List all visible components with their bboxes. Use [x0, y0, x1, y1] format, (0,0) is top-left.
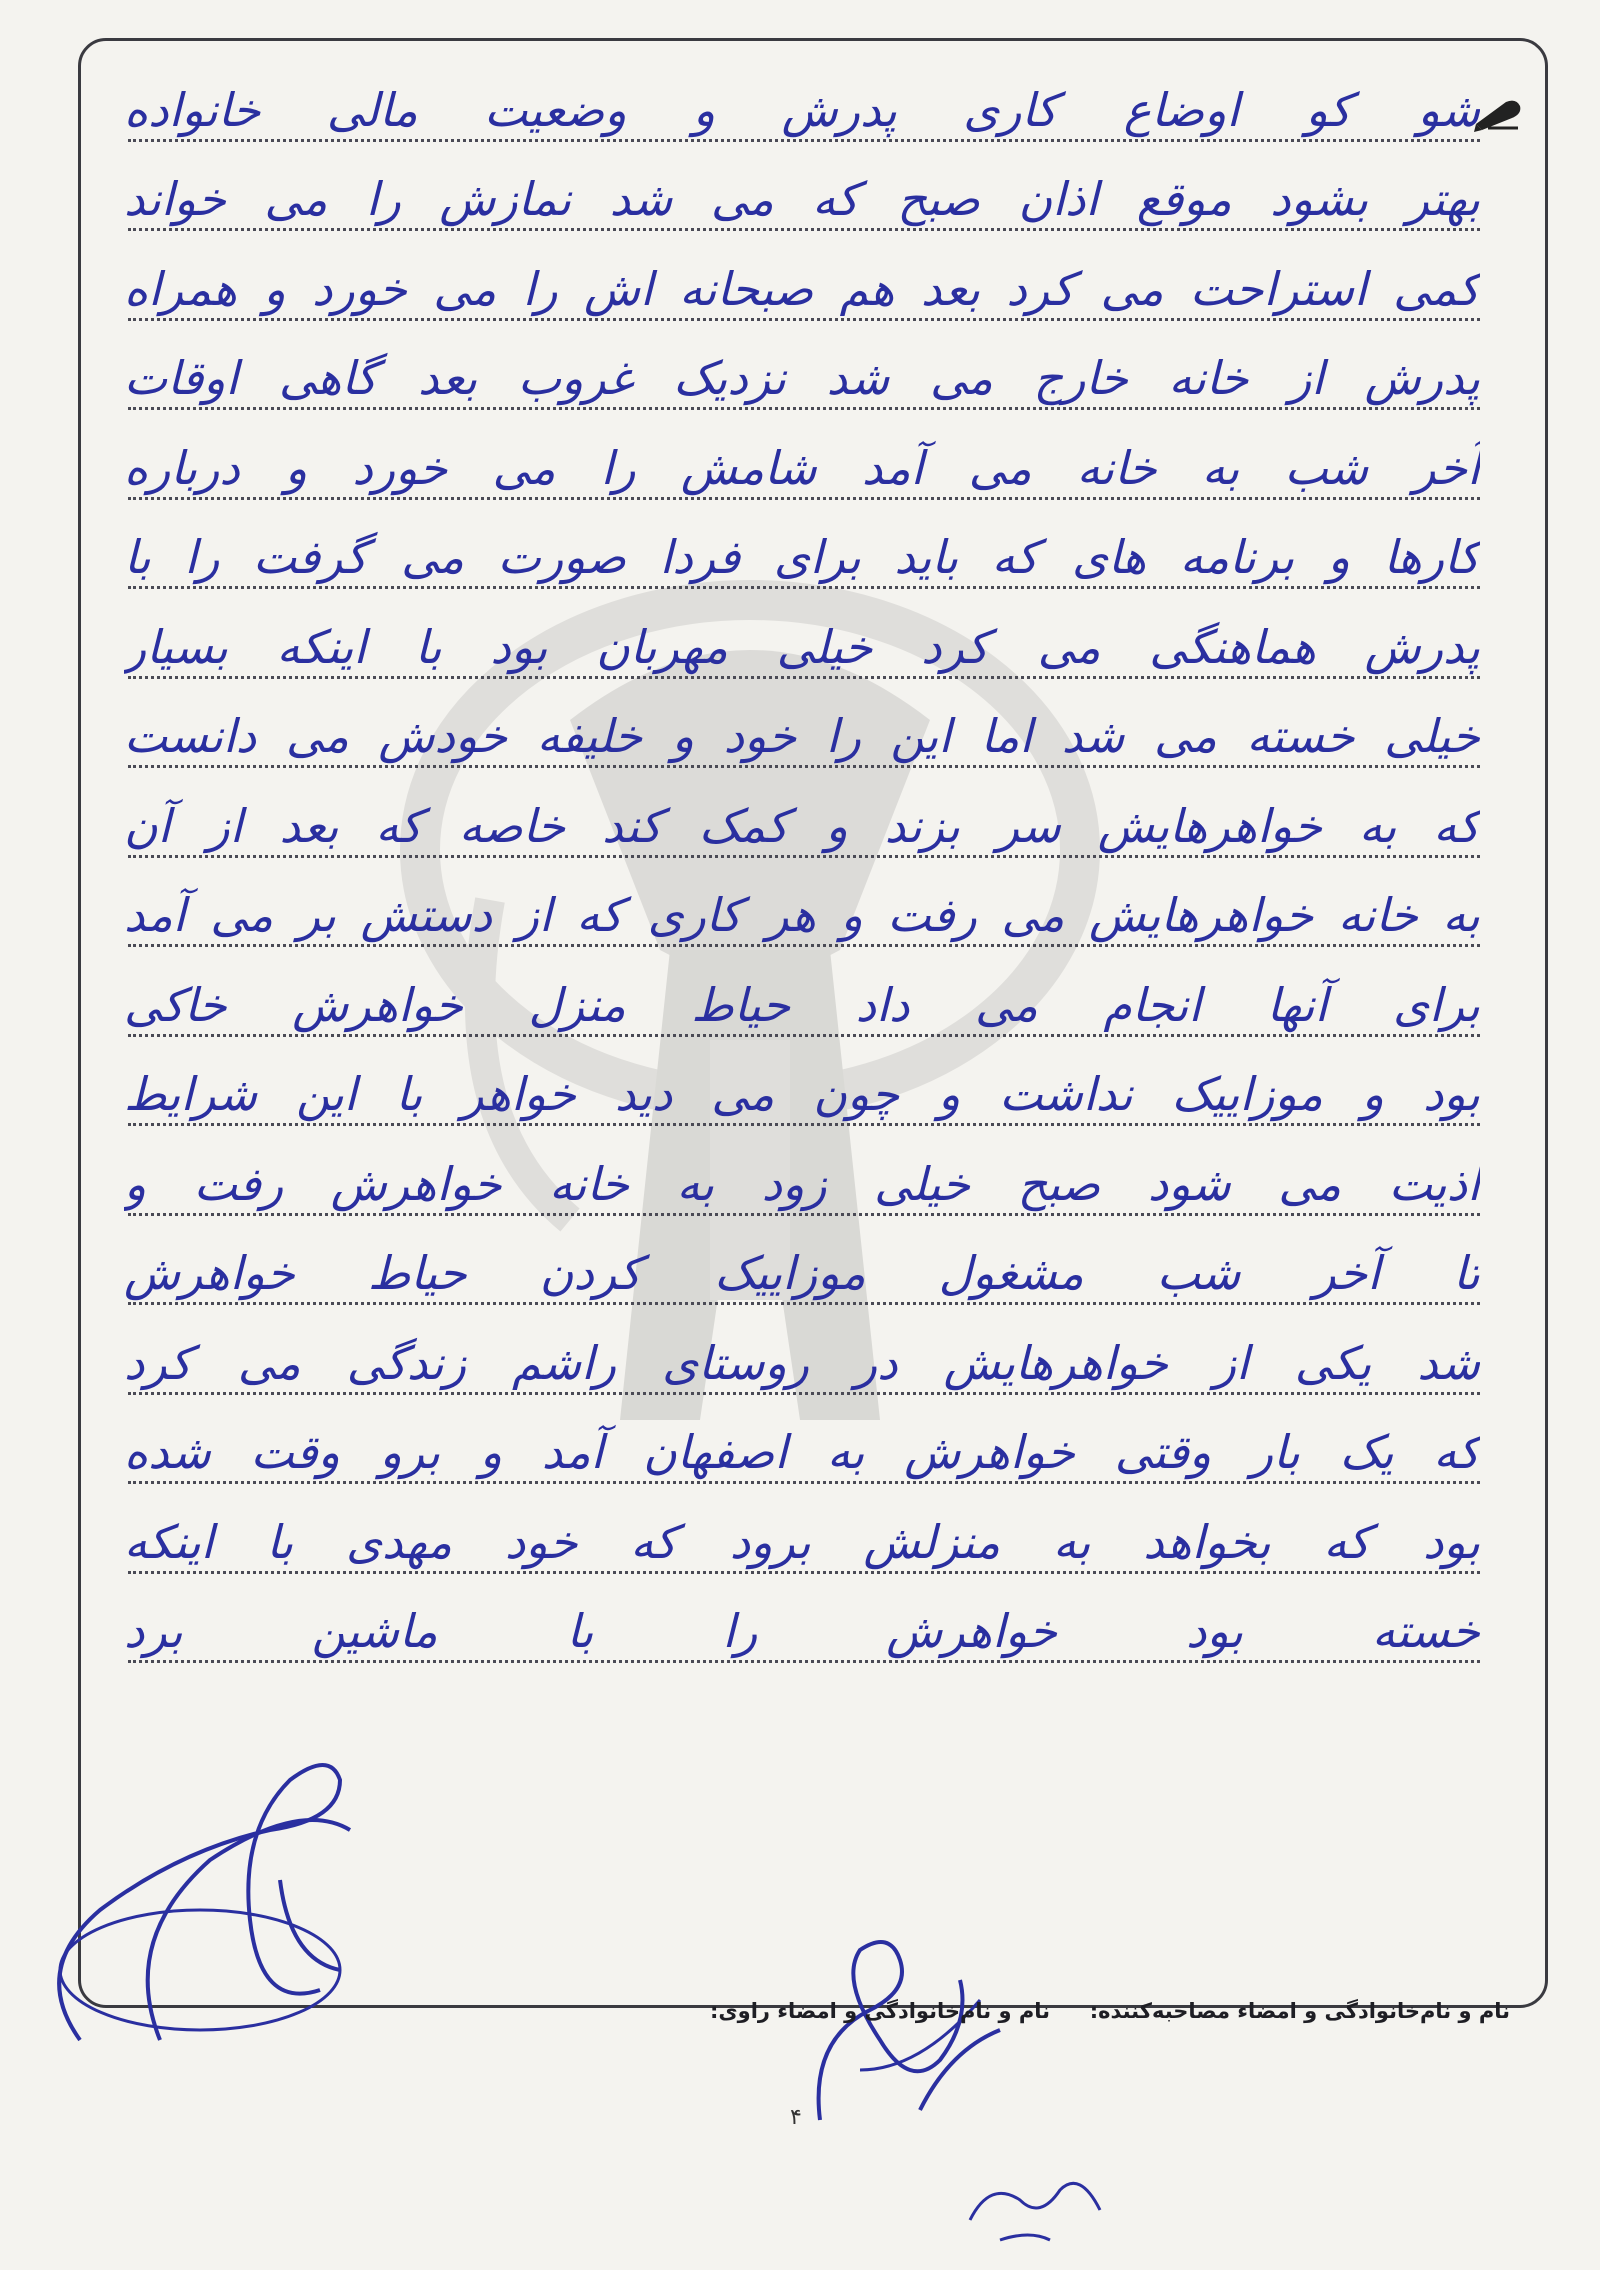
text-line	[120, 160, 1500, 250]
handwritten-line: تا آخر شب مشغول موزاییک کردن حیاط خواهرش	[124, 1246, 1480, 1300]
text-line	[120, 518, 1500, 608]
handwritten-line: خسته بود خواهرش را با ماشین برد	[124, 1604, 1480, 1658]
interviewer-signature-label: نام و نام‌خانوادگی و امضاء مصاحبه‌کننده:	[1089, 1999, 1510, 2023]
text-line	[120, 1502, 1500, 1592]
text-line	[120, 428, 1500, 518]
handwritten-text-area	[120, 70, 1500, 1681]
text-line	[120, 607, 1500, 697]
text-line	[120, 1144, 1500, 1234]
handwritten-line: بود که بخواهد به منزلش برود که خود مهدی با اینکه	[124, 1514, 1480, 1569]
text-line	[120, 249, 1500, 339]
handwritten-line: کارها و برنامه های که باید برای فردا صورت می گرفت را با	[124, 530, 1480, 584]
handwritten-line: پدرش هماهنگی می کرد خیلی مهربان بود با اینکه بسیار	[124, 619, 1480, 674]
page-number: ۴	[790, 2105, 802, 2130]
handwritten-line: به خانه خواهرهایش می رفت و هر کاری که از دستش بر می آمد	[124, 888, 1480, 942]
text-line	[120, 1592, 1500, 1682]
handwritten-line: کمی استراحت می کرد بعد هم صبحانه اش را می خورد و همراه	[124, 261, 1480, 316]
handwritten-line: آخر شب به خانه می آمد شامش را می خورد و درباره	[124, 440, 1480, 495]
text-line	[120, 1234, 1500, 1324]
text-line	[120, 70, 1500, 160]
handwritten-line: برای آنها انجام می داد حیاط منزل خواهرش خاکی	[124, 977, 1480, 1032]
handwritten-line: بود و موزاییک نداشت و چون می دید خواهر با این شرایط	[124, 1067, 1480, 1121]
text-line	[120, 1323, 1500, 1413]
handwritten-line: خیلی خسته می شد اما این را خود و خلیفه خودش می دانست	[124, 709, 1480, 763]
handwritten-line: اذیت می شود صبح خیلی زود به خانه خواهرش رفت و	[124, 1156, 1480, 1211]
handwritten-line: شو کو اوضاع کاری پدرش و وضعیت مالی خانواده	[124, 82, 1480, 137]
text-line	[120, 965, 1500, 1055]
narrator-signature-label: نام و نام‌خانوادگی و امضاء راوی:	[710, 1999, 1050, 2023]
signature-footer	[280, 1995, 1540, 2039]
text-line	[120, 339, 1500, 429]
handwritten-line: که به خواهرهایش سر بزند و کمک کند خاصه که بعد از آن	[124, 798, 1480, 853]
text-line	[120, 1055, 1500, 1145]
handwritten-line: پدرش از خانه خارج می شد نزدیک غروب بعد گاهی اوقات	[124, 351, 1480, 405]
text-line	[120, 697, 1500, 787]
text-line	[120, 786, 1500, 876]
handwritten-line: که یک بار وقتی خواهرش به اصفهان آمد و برو وقت شده	[124, 1425, 1480, 1479]
initials-mark-icon	[960, 2160, 1120, 2250]
handwritten-line: بهتر بشود موقع اذان صبح که می شد نمازش را می خواند	[124, 172, 1480, 226]
text-line	[120, 876, 1500, 966]
text-line	[120, 1413, 1500, 1503]
handwritten-line: شد یکی از خواهرهایش در روستای راشم زندگی می کرد	[124, 1335, 1480, 1390]
